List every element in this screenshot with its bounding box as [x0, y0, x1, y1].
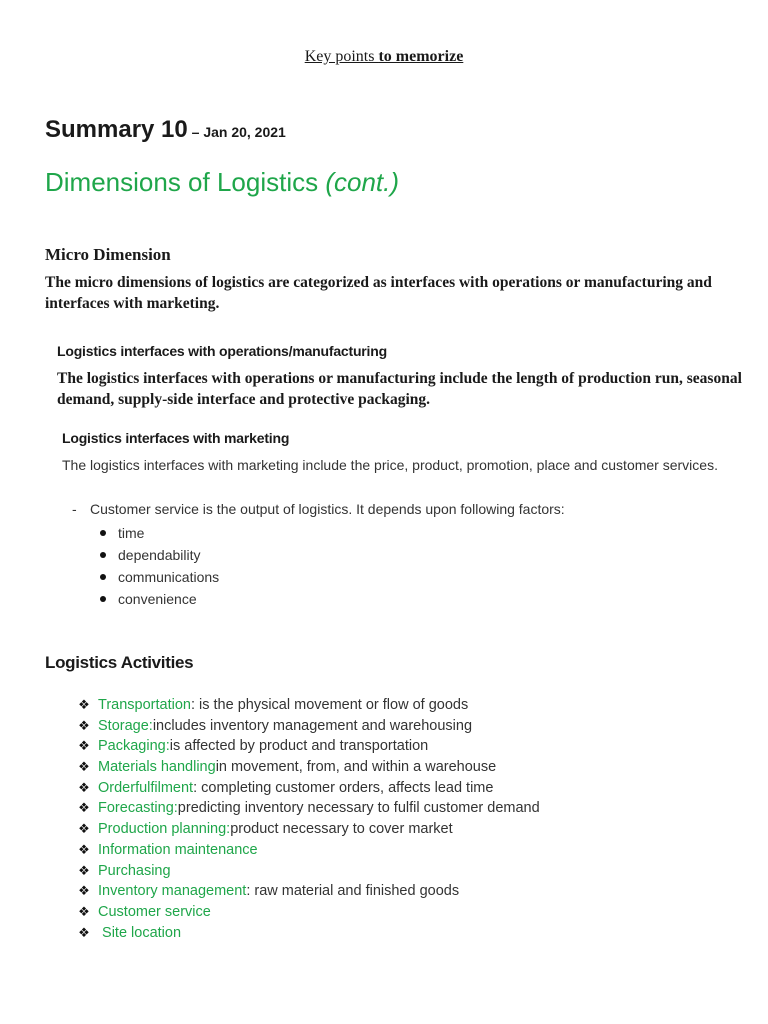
activity-description: predicting inventory necessary to fulfil customer demand: [177, 800, 540, 817]
key-points-text: Key points: [304, 48, 379, 65]
list-item: [77, 736, 540, 757]
key-points-emphasis: to memorize: [378, 48, 464, 65]
activity-term: Packaging:: [98, 738, 170, 755]
operations-heading: Logistics interfaces with operations/manufacturing: [57, 343, 387, 359]
activity-description: is affected by product and transportation: [169, 738, 429, 755]
dot-bullet-icon: [100, 552, 106, 558]
activity-term: Customer service: [98, 903, 211, 920]
factor-label: time: [118, 525, 145, 541]
diamond-bullet-icon: ❖: [78, 779, 90, 795]
activity-term: Inventory management: [98, 883, 247, 900]
activity-term: Orderfulfilment: [98, 779, 194, 796]
activity-term: Materials handling: [98, 759, 216, 776]
summary-number: Summary 10: [45, 116, 188, 143]
list-item: [77, 716, 540, 737]
summary-title: [45, 116, 286, 144]
list-item: [100, 588, 219, 610]
activity-term: Storage:: [98, 717, 153, 734]
diamond-bullet-icon: ❖: [78, 759, 90, 775]
activity-description: in movement, from, and within a warehouse: [215, 759, 497, 776]
list-item: [100, 544, 219, 566]
activity-term: Forecasting:: [98, 800, 178, 817]
diamond-bullet-icon: ❖: [78, 738, 90, 754]
activity-term: Information maintenance: [98, 841, 258, 858]
dash-marker: -: [72, 501, 77, 517]
section-title-text: Dimensions of Logistics: [45, 167, 326, 197]
activity-description: : raw material and finished goods: [246, 883, 460, 900]
list-item: [77, 798, 540, 819]
diamond-bullet-icon: ❖: [78, 862, 90, 878]
diamond-bullet-icon: ❖: [78, 903, 90, 919]
activity-term: Production planning:: [98, 821, 231, 838]
activity-term: Purchasing: [98, 862, 171, 879]
factor-label: dependability: [118, 547, 201, 563]
dot-bullet-icon: [100, 530, 106, 536]
activity-description: : is the physical movement or flow of goods: [190, 697, 469, 713]
diamond-bullet-icon: ❖: [78, 883, 90, 899]
key-points-heading: [0, 48, 768, 66]
activity-term: Site location: [98, 924, 182, 941]
activity-description: product necessary to cover market: [230, 821, 453, 838]
dot-bullet-icon: [100, 574, 106, 580]
diamond-bullet-icon: ❖: [78, 841, 90, 857]
factor-label: communications: [118, 569, 220, 585]
customer-service-text: Customer service is the output of logistics. It depends upon following factors:: [90, 501, 565, 517]
list-item: [100, 522, 219, 544]
micro-heading: Micro Dimension: [45, 245, 171, 264]
marketing-paragraph: The logistics interfaces with marketing include the price, product, promotion, place and customer services.: [62, 457, 718, 473]
list-item: [77, 861, 540, 882]
activity-description: includes inventory management and warehousing: [152, 717, 473, 734]
diamond-bullet-icon: ❖: [78, 821, 90, 837]
section-title-suffix: (cont.): [325, 167, 400, 197]
marketing-heading: Logistics interfaces with marketing: [62, 430, 290, 446]
list-item: [77, 695, 540, 716]
list-item: [77, 902, 540, 923]
factors-list: [100, 522, 219, 610]
list-item: [77, 923, 540, 944]
activity-term: Transportation: [98, 697, 191, 713]
factor-label: convenience: [118, 591, 197, 607]
list-item: [77, 778, 540, 799]
dot-bullet-icon: [100, 596, 106, 602]
list-item: [100, 566, 219, 588]
operations-paragraph: The logistics interfaces with operations or manufacturing include the length of production run, seasonal demand, supply-side interface and protective packaging.: [57, 370, 742, 408]
list-item: [77, 840, 540, 861]
activities-list: [77, 695, 540, 943]
diamond-bullet-icon: ❖: [78, 800, 90, 816]
list-item: [77, 757, 540, 778]
diamond-bullet-icon: ❖: [78, 924, 90, 940]
activities-heading: Logistics Activities: [45, 653, 194, 672]
activity-description: : completing customer orders, affects lead time: [193, 779, 494, 796]
list-item: [77, 881, 540, 902]
section-title: [45, 167, 399, 198]
micro-paragraph: The micro dimensions of logistics are categorized as interfaces with operations or manufacturing and interfaces with marketing.: [45, 274, 712, 312]
list-item: [77, 819, 540, 840]
diamond-bullet-icon: ❖: [78, 697, 90, 712]
summary-date: – Jan 20, 2021: [187, 124, 286, 140]
customer-service-item: [72, 501, 565, 517]
diamond-bullet-icon: ❖: [78, 717, 90, 733]
